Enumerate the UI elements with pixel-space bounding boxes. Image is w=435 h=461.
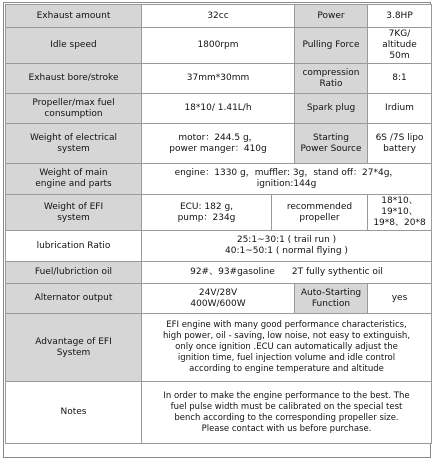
row-efi-advantage [6, 314, 432, 382]
row-efi-weight [6, 195, 432, 231]
main-engine-weight-label-line2: engine and parts [35, 179, 112, 189]
pulling-force-label: Pulling Force [295, 28, 368, 64]
notes-label: Notes [6, 382, 142, 444]
spark-plug-label: Spark plug [295, 94, 368, 124]
efi-advantage-text [142, 314, 432, 382]
efi-advantage-line: ignition time, fuel injection volume and idle control [177, 353, 396, 363]
recommended-propeller-value [368, 195, 432, 231]
row-fuel-oil [6, 262, 432, 284]
spark-plug-value: Irdium [368, 94, 432, 124]
electrical-weight-value-line1: motor：244.5 g， [178, 132, 258, 143]
alternator-value-line1: 24V/28V [198, 287, 238, 298]
row-electrical-weight [6, 124, 432, 164]
notes-line: fuel pulse width must be calibrated on the special test [170, 401, 403, 412]
main-engine-weight-value [142, 164, 432, 195]
starting-power-value-line1: 6S /7S lipo [375, 132, 424, 143]
main-engine-weight-value-line2: ignition:144g [256, 179, 317, 189]
propeller-fuel-value: 18*10/ 1.41L/h [142, 94, 295, 124]
auto-starting-label [295, 284, 368, 314]
compression-ratio-value: 8:1 [368, 64, 432, 94]
fuel-oil-value: 92#、93#gasoline 2T fully sythentic oil [142, 262, 432, 284]
notes-line: bench according to the corresponding propeller size. [174, 412, 399, 423]
main-engine-weight-label [6, 164, 142, 195]
starting-power-label-line2: Power Source [300, 143, 362, 154]
notes-line: Please contact with us before purchase. [201, 423, 372, 434]
efi-weight-value-line1: ECU: 182 g, [179, 201, 234, 212]
recommended-propeller-value-line2: 19*8、20*8 [373, 218, 426, 228]
efi-weight-value-line2: pump：234g [177, 212, 236, 223]
electrical-weight-label [6, 124, 142, 164]
alternator-label: Alternator output [6, 284, 142, 314]
auto-starting-value: yes [368, 284, 432, 314]
bore-stroke-value: 37mm*30mm [142, 64, 295, 94]
row-exhaust-amount [6, 5, 432, 28]
pulling-force-value-line2: 50m [389, 51, 410, 61]
pulling-force-value-line1: 7KG/ altitude [382, 29, 417, 50]
row-alternator [6, 284, 432, 314]
efi-advantage-line: EFI engine with many good performance characteristics, [166, 320, 407, 330]
efi-weight-value [142, 195, 272, 231]
compression-ratio-label [295, 64, 368, 94]
starting-power-value [368, 124, 432, 164]
row-bore-stroke [6, 64, 432, 94]
row-propeller-fuel [6, 94, 432, 124]
electrical-weight-value-line2: power manger：410g [169, 143, 267, 154]
efi-advantage-line: high power, oil - saving, low noise, not easy to extinguish, [162, 331, 411, 341]
notes-line: In order to make the engine performance to the best. The [163, 390, 410, 401]
exhaust-amount-value: 32cc [142, 5, 295, 28]
alternator-value [142, 284, 295, 314]
auto-starting-label-line1: Auto-Starting [300, 287, 362, 298]
efi-advantage-label-line1: Advantage of EFI [35, 336, 112, 347]
efi-weight-label-line2: system [57, 212, 90, 223]
lubrication-ratio-value-line2: 40:1~50:1 ( normal flying ) [225, 246, 348, 256]
idle-speed-value: 1800rpm [142, 28, 295, 64]
power-value: 3.8HP [368, 5, 432, 28]
propeller-fuel-label-line1: Propeller/max fuel [32, 97, 115, 108]
alternator-value-line2: 400W/600W [190, 298, 246, 309]
recommended-propeller-label-line1: recommended [286, 201, 353, 212]
electrical-weight-label-line1: Weight of electrical [30, 132, 117, 143]
starting-power-value-line2: battery [383, 143, 416, 154]
notes-text [142, 382, 432, 444]
efi-weight-label [6, 195, 142, 231]
row-lubrication-ratio [6, 231, 432, 262]
auto-starting-label-line2: Function [311, 298, 351, 309]
idle-speed-label: Idle speed [6, 28, 142, 64]
main-engine-weight-value-line1: engine：1330 g，muffler: 3g，stand off：27*4g， [174, 168, 399, 178]
exhaust-amount-label: Exhaust amount [6, 5, 142, 28]
lubrication-ratio-value-line1: 25:1~30:1 ( trail run ) [236, 235, 337, 245]
row-main-engine-weight [6, 164, 432, 195]
recommended-propeller-value-line1: 18*10、19*10、 [381, 196, 418, 217]
starting-power-label-line1: Starting [313, 132, 349, 143]
efi-advantage-line: according to engine temperature and altitude [189, 364, 384, 374]
lubrication-ratio-value [142, 231, 432, 262]
propeller-fuel-label [6, 94, 142, 124]
compression-ratio-label-line2: Ratio [319, 78, 343, 89]
starting-power-label [295, 124, 368, 164]
efi-weight-label-line1: Weight of EFI [43, 201, 104, 212]
electrical-weight-label-line2: system [57, 143, 90, 154]
lubrication-ratio-label: lubrication Ratio [6, 231, 142, 262]
efi-advantage-label-line2: System [56, 347, 91, 358]
row-notes [6, 382, 432, 444]
engine-spec-table [5, 4, 432, 444]
power-label: Power [295, 5, 368, 28]
recommended-propeller-label [272, 195, 368, 231]
recommended-propeller-label-line2: propeller [299, 212, 340, 223]
electrical-weight-value [142, 124, 295, 164]
spec-sheet [3, 2, 431, 458]
fuel-oil-label: Fuel/lubriction oil [6, 262, 142, 284]
row-idle-speed [6, 28, 432, 64]
propeller-fuel-label-line2: consumption [44, 108, 103, 119]
main-engine-weight-label-line1: Weight of main [39, 168, 108, 178]
bore-stroke-label: Exhaust bore/stroke [6, 64, 142, 94]
compression-ratio-label-line1: compression [302, 67, 360, 78]
efi-advantage-label [6, 314, 142, 382]
pulling-force-value [368, 28, 432, 64]
efi-advantage-line: only once ignition .ECU can automatically adjust the [175, 342, 398, 352]
